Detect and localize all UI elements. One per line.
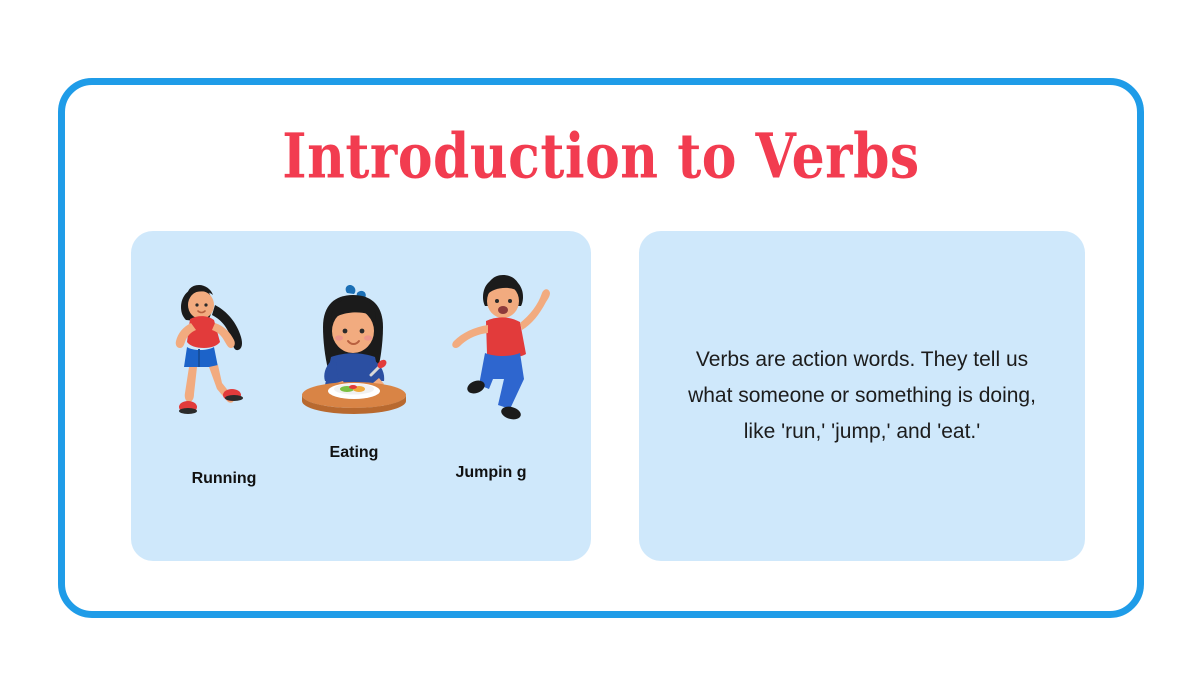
page-title: Introduction to Verbs [282,121,920,193]
definition-text: Verbs are action words. They tell us what someone or something is doing, like 'run,' 'jump,' and 'eat.' [688,347,1036,444]
girl-running-icon [157,271,277,451]
slide-border-frame [58,78,1144,618]
content-panels [131,231,1085,561]
caption-eating: Eating [329,444,379,461]
illustration-panel [131,231,591,561]
girl-eating-icon [279,279,429,439]
caption-running: Running [191,470,257,487]
boy-jumping-icon [431,267,581,467]
definition-panel [639,231,1085,561]
caption-jumping: Jumpin g [455,464,527,481]
